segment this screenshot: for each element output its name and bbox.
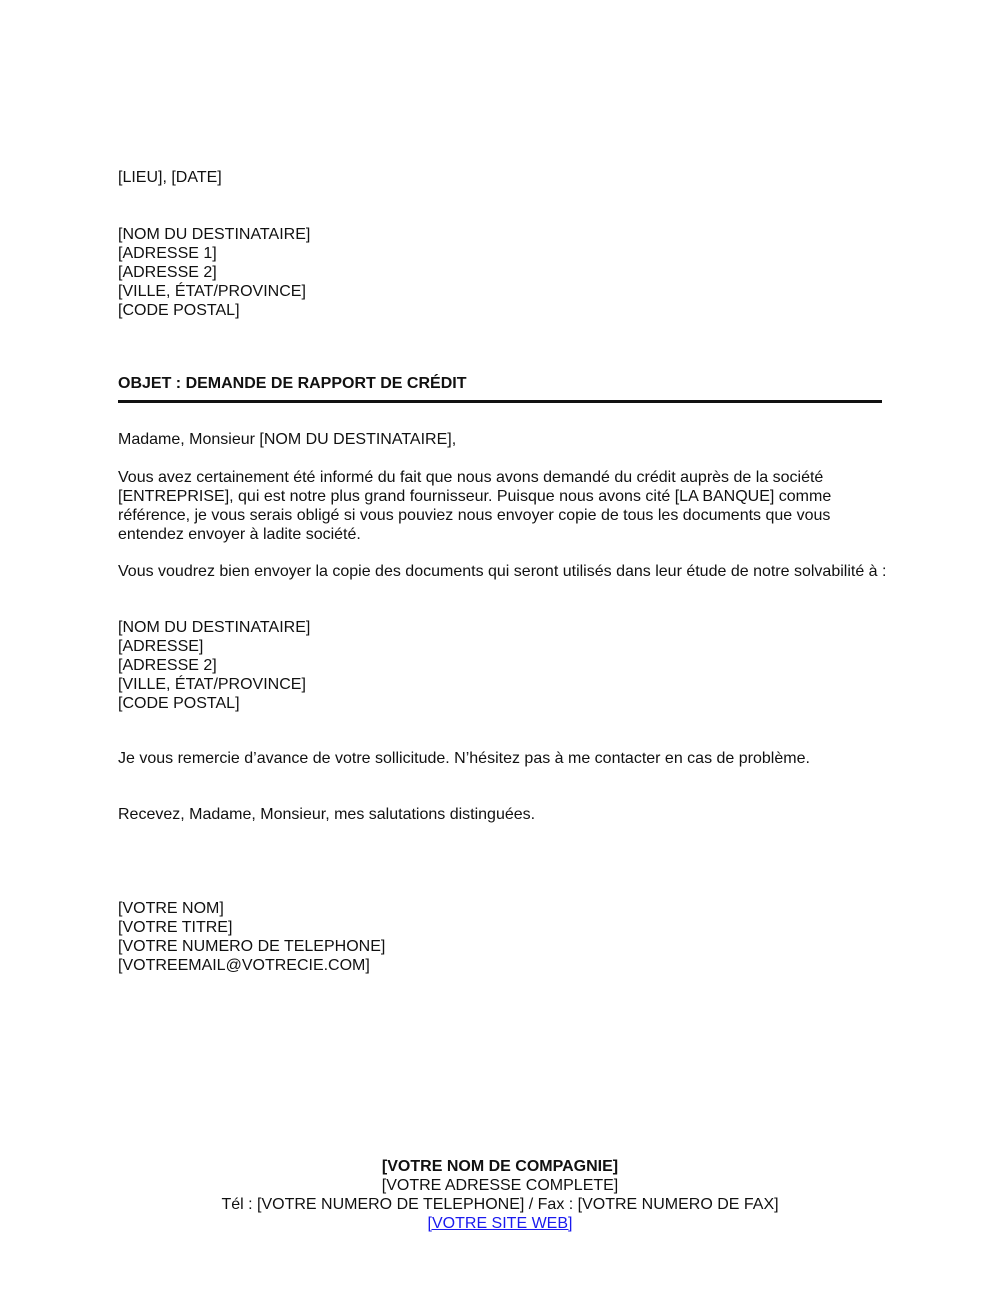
footer-company-name: [VOTRE NOM DE COMPAGNIE] — [381, 1158, 619, 1175]
body-paragraph-1-text: Vous avez certainement été informé du fait que nous avons demandé du crédit auprès de la société [ENTREPRISE], qui est notre plus grand fournisseur. Puisque nous avons cité [LA BANQUE] comme référence, je vous serais obligé si vous pouviez nous envoyer copie de tous les documents que vous entendez envoyer à ladite société. — [118, 469, 832, 543]
send-to-address-1: [ADRESSE] — [118, 638, 204, 655]
send-to-address-2: [ADRESSE 2] — [118, 657, 217, 674]
thanks-paragraph — [118, 749, 884, 768]
recipient-address-1: [ADRESSE 1] — [118, 245, 217, 262]
signature-email: [VOTREEMAIL@VOTRECIE.COM] — [118, 957, 370, 974]
place-date — [118, 168, 884, 187]
recipient-address — [118, 225, 884, 320]
send-to-address — [118, 618, 884, 713]
subject-divider — [118, 400, 882, 403]
salutation-text: Madame, Monsieur [NOM DU DESTINATAIRE], — [118, 431, 457, 448]
closing-paragraph — [118, 805, 884, 824]
footer-phone-fax: Tél : [VOTRE NUMERO DE TELEPHONE] / Fax : [VOTRE NUMERO DE FAX] — [221, 1196, 779, 1213]
subject-text: OBJET : DEMANDE DE RAPPORT DE CRÉDIT — [118, 375, 467, 392]
salutation — [118, 430, 884, 449]
send-to-city-state: [VILLE, ÉTAT/PROVINCE] — [118, 676, 306, 693]
body-paragraph-2-text: Vous voudrez bien envoyer la copie des documents qui seront utilisés dans leur étude de notre solvabilité à : — [118, 563, 887, 580]
recipient-name: [NOM DU DESTINATAIRE] — [118, 226, 311, 243]
thanks-text: Je vous remercie d’avance de votre sollicitude. N’hésitez pas à me contacter en cas de problème. — [118, 750, 810, 767]
footer-full-address: [VOTRE ADRESSE COMPLETE] — [381, 1177, 619, 1194]
company-footer — [0, 1157, 1000, 1233]
send-to-name: [NOM DU DESTINATAIRE] — [118, 619, 311, 636]
closing-text: Recevez, Madame, Monsieur, mes salutations distinguées. — [118, 806, 536, 823]
recipient-postal-code: [CODE POSTAL] — [118, 302, 240, 319]
body-paragraph-2 — [118, 562, 888, 581]
recipient-city-state: [VILLE, ÉTAT/PROVINCE] — [118, 283, 306, 300]
signature-name: [VOTRE NOM] — [118, 900, 224, 917]
signature-title: [VOTRE TITRE] — [118, 919, 233, 936]
subject-line — [118, 374, 884, 393]
recipient-address-2: [ADRESSE 2] — [118, 264, 217, 281]
signature-block — [118, 899, 884, 975]
place-date-text: [LIEU], [DATE] — [118, 169, 222, 186]
body-paragraph-1 — [118, 468, 888, 544]
send-to-postal-code: [CODE POSTAL] — [118, 695, 240, 712]
signature-phone: [VOTRE NUMERO DE TELEPHONE] — [118, 938, 386, 955]
footer-website-link[interactable]: [VOTRE SITE WEB] — [427, 1215, 573, 1232]
